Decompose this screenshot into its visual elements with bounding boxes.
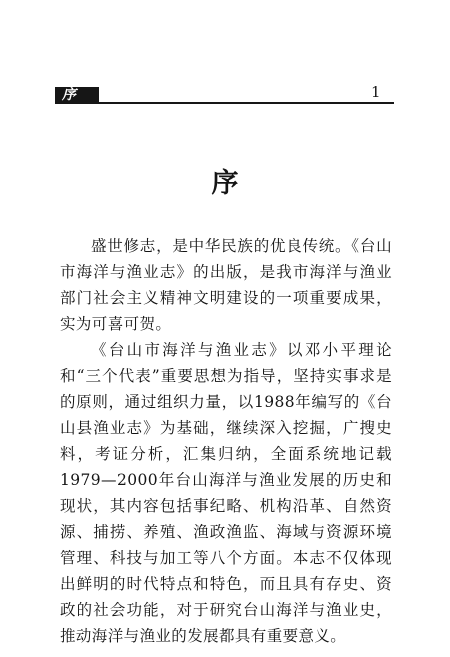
running-header-label: 序 xyxy=(55,87,99,104)
body-text xyxy=(60,233,392,649)
header-rule xyxy=(99,102,394,104)
paragraph: 盛世修志，是中华民族的优良传统。《台山市海洋与渔业志》的出版，是我市海洋与渔业部门社会主义精神文明建设的一项重要成果，实为可喜可贺。 xyxy=(60,237,392,333)
paragraph: 《台山市海洋与渔业志》以邓小平理论和“三个代表”重要思想为指导，坚持实事求是的原则，通过组织力量，以1988年编写的《台山县渔业志》为基础，继续深入挖掘，广搜史料，考证分析，汇集归纳，全面系统地记载1979—2000年台山海洋与渔业发展的历史和现状，其内容包括事纪略、机构沿革、自然资源、捕捞、养殖、渔政渔监、海域与资源环境管理、科技与加工等八个方面。本志不仅体现出鲜明的时代特点和特色，而且具有存史、资政的社会功能，对于研究台山海洋与渔业史，推动海洋与渔业的发展都具有重要意义。 xyxy=(60,341,392,645)
chapter-title: 序 xyxy=(211,168,239,199)
page-number: 1 xyxy=(371,83,381,101)
